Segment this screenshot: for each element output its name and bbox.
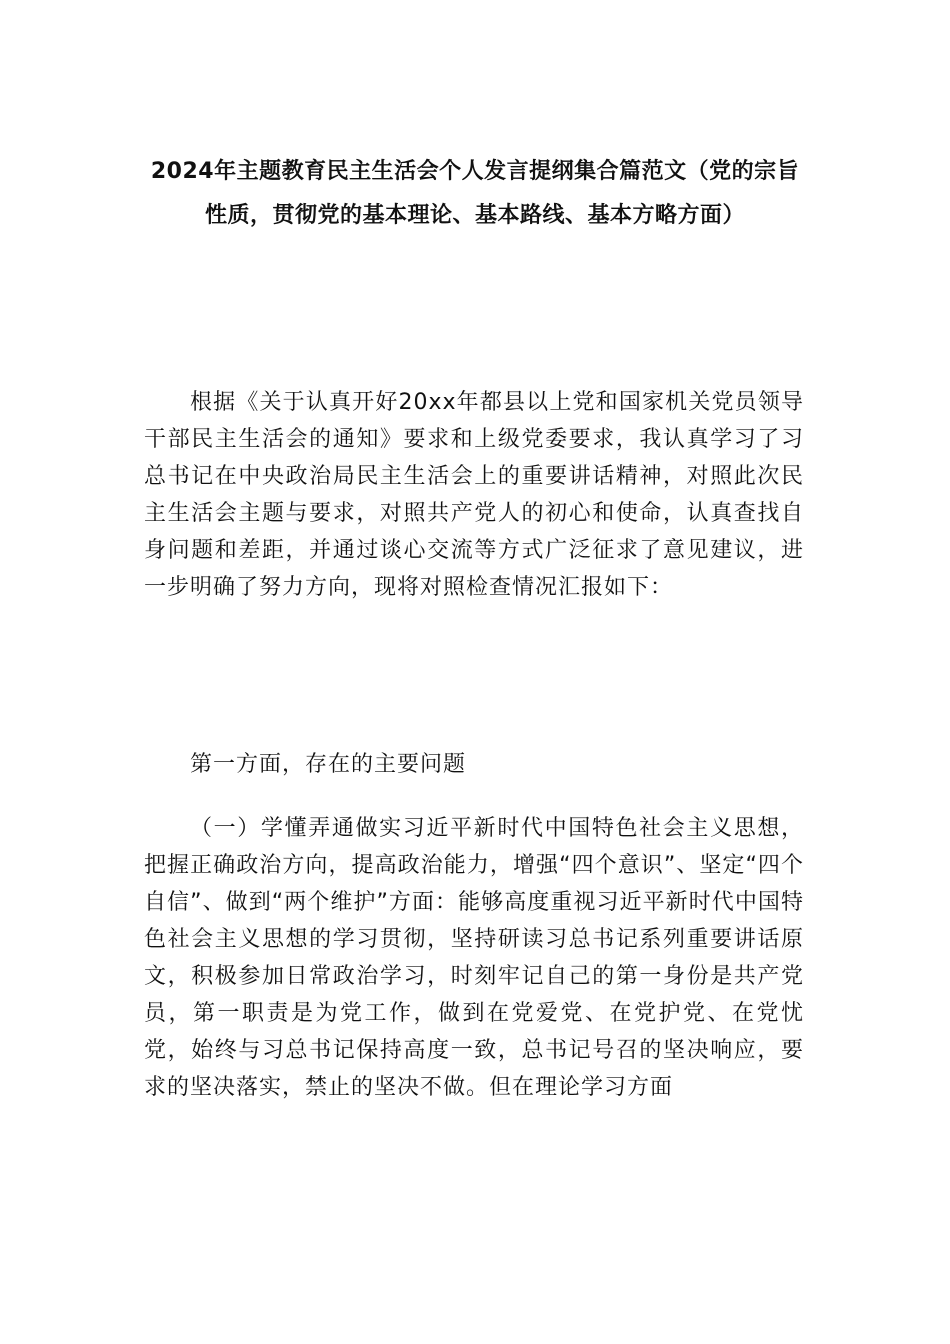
intro-paragraph: 根据《关于认真开好20xx年都县以上党和国家机关党员领导干部民主生活会的通知》要求和上级党委要求，我认真学习了习总书记在中央政治局民主生活会上的重要讲话精神，对照此次民主生活会主题与要求，对照共产党人的初心和使命，认真查找自身问题和差距，并通过谈心交流等方式广泛征求了意见建议，进一步明确了努力方向，现将对照检查情况汇报如下： bbox=[144, 390, 804, 600]
document-title: 2024年主题教育民主生活会个人发言提纲集合篇范文（党的宗旨性质，贯彻党的基本理论、基本路线、基本方略方面） bbox=[150, 159, 800, 228]
section-paragraph: （一）学懂弄通做实习近平新时代中国特色社会主义思想，把握正确政治方向，提高政治能力，增强“四个意识”、坚定“四个自信”、做到“两个维护”方面：能够高度重视习近平新时代中国特色社会主义思想的学习贯彻，坚持研读习总书记系列重要讲话原文，积极参加日常政治学习，时刻牢记自己的第一身份是共产党员，第一职责是为党工作，做到在党爱党、在党护党、在党忧党，始终与习总书记保持高度一致，总书记号召的坚决响应，要求的坚决落实，禁止的坚决不做。但在理论学习方面 bbox=[144, 816, 804, 1100]
section-heading: 第一方面，存在的主要问题 bbox=[190, 752, 467, 777]
